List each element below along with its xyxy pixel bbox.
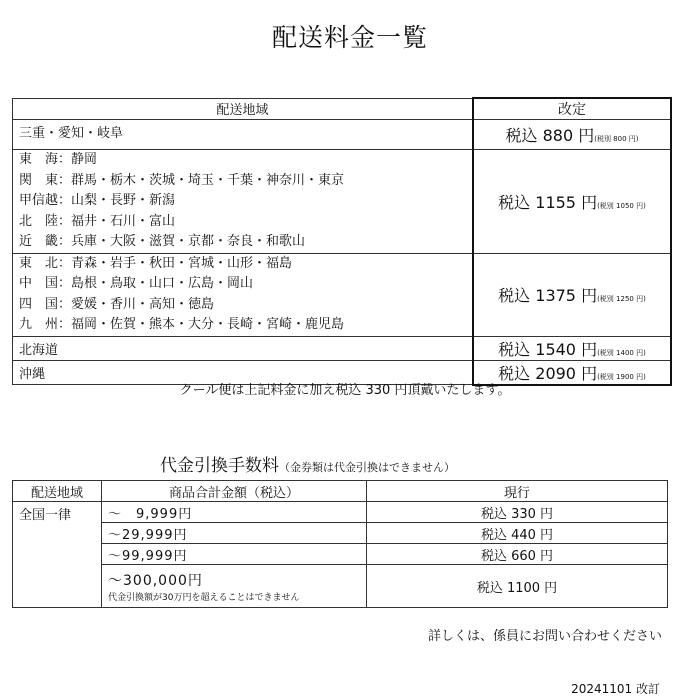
region-line: 近 畿：兵庫・大阪・滋賀・京都・奈良・和歌山 [19,234,306,249]
price-tax-ex: (税別 1900 円) [597,372,646,381]
region-cell [13,150,474,254]
header-region: 配送地域 [13,481,102,502]
price-cell [473,150,671,254]
region-line: 九 州：福岡・佐賀・熊本・大分・長崎・宮崎・鹿児島 [19,317,345,332]
cool-delivery-note: クール便は上記料金に加え税込 330 円頂戴いたします。 [179,383,511,398]
header-current: 現行 [367,481,668,502]
cod-section-title [160,451,455,476]
price-tax-ex: (税別 1050 円) [597,201,646,210]
shipping-fee-table [12,97,672,386]
header-revised: 改定 [473,98,671,120]
region-line: 中 国：島根・鳥取・山口・広島・岡山 [19,276,254,291]
region-line: 甲信越：山梨・長野・新潟 [19,193,176,208]
price-cell [473,336,671,360]
contact-note: 詳しくは、係員にお問い合わせください [427,629,662,644]
cod-title: 代金引換手数料 [160,456,279,476]
amount-cell: ～99,999円 [102,544,367,565]
price-tax-in: 税込 880 円 [505,126,595,145]
header-region: 配送地域 [13,98,474,120]
amount-cell [102,565,367,608]
region-line: 三重・愛知・岐阜 [19,126,124,142]
fee-cell: 税込 1100 円 [367,565,668,608]
amount-cell: ～ 9,999円 [102,502,367,523]
page-title: 配送料金一覧 [271,23,428,52]
region-cell: 沖縄 [13,360,474,385]
region-line: 東 海：静岡 [19,152,98,167]
fee-cell: 税込 660 円 [367,544,668,565]
amount-limit-note: 代金引換額が30万円を超えることはできません [108,592,300,603]
region-line: 関 東：群馬・栃木・茨城・埼玉・千葉・神奈川・東京 [19,172,345,188]
region-cell [13,120,474,150]
price-tax-in: 税込 1375 円 [498,286,598,305]
price-cell [473,253,671,336]
price-tax-ex: (税別 800 円) [594,135,639,143]
region-cell: 北海道 [13,336,474,360]
fee-cell: 税込 330 円 [367,502,668,523]
revision-date: 20241101 改訂 [571,682,660,696]
region-line: 東 北：青森・岩手・秋田・宮城・山形・福島 [19,255,293,271]
price-tax-in: 税込 1155 円 [498,192,598,212]
region-line: 北 陸：福井・石川・富山 [19,213,176,229]
price-tax-ex: (税別 1400 円) [597,348,646,357]
region-cell [13,253,474,336]
cod-fee-table [12,480,668,608]
price-cell [473,120,671,150]
fee-cell: 税込 440 円 [367,523,668,544]
price-tax-in: 税込 2090 円 [498,363,598,383]
cod-subtitle: （金券類は代金引換はできません） [279,461,455,474]
price-tax-ex: (税別 1250 円) [597,295,646,303]
amount-text: ～300,000円 [108,572,203,589]
amount-cell: ～29,999円 [102,523,367,544]
region-line: 四 国：愛媛・香川・高知・徳島 [19,296,215,312]
header-amount: 商品合計金額（税込） [102,481,367,502]
price-tax-in: 税込 1540 円 [498,339,598,359]
cod-region: 全国一律 [13,502,102,608]
